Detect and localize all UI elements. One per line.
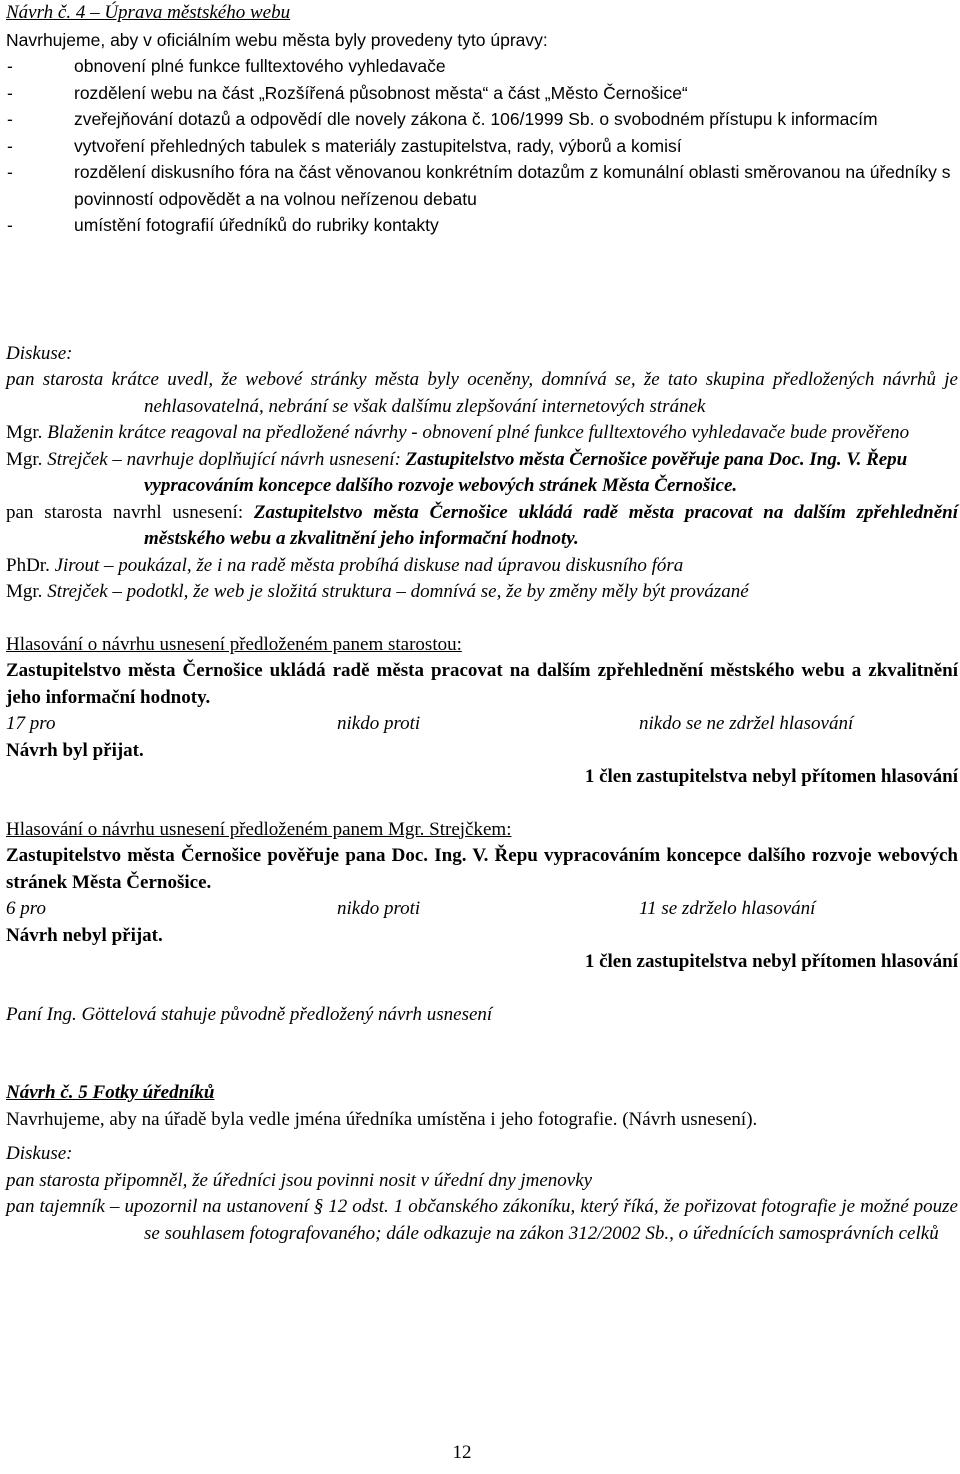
list-item: - zveřejňování dotazů a odpovědí dle novely zákona č. 106/1999 Sb. o svobodném přístupu k informacím [7, 109, 878, 129]
withdrawal-note: Paní Ing. Göttelová stahuje původně předložený návrh usnesení [6, 1003, 493, 1025]
vote-against: nikdo proti [337, 713, 421, 734]
discussion-entry: pan starosta připomněl, že úředníci jsou povinni nosit v úřední dny jmenovky [6, 1169, 593, 1191]
section-5-intro: Navrhujeme, aby na úřadě byla vedle jména úředníka umístěna i jeho fotografie. (Návrh usnesení). [6, 1108, 758, 1130]
vote-against: nikdo proti [337, 898, 421, 919]
list-item: - umístění fotografií úředníků do rubriky kontakty [7, 215, 439, 235]
discussion-entry: PhDr. Jirout – poukázal, že i na radě města probíhá diskuse nad úpravou diskusního fóra [6, 554, 684, 576]
section-4-intro: Navrhujeme, aby v oficiálním webu města byly provedeny tyto úpravy: [6, 29, 548, 50]
vote-1-tally [6, 711, 958, 738]
vote-for: 6 pro [6, 898, 46, 919]
vote-1-heading: Hlasování o návrhu usnesení předloženém panem starostou: [6, 633, 462, 655]
vote-2-tally [6, 896, 958, 923]
page-number: 12 [452, 1442, 472, 1463]
list-item: - rozdělení diskusního fóra na část věnovanou konkrétním dotazům z komunální oblasti směrovanou na úředníky s povinností odpovědět a na volnou neřízenou debatu [7, 162, 951, 209]
discussion-entry: pan starosta navrhl usnesení: Zastupitelstvo města Černošice ukládá radě města pracovat na dalším zpřehlednění městského webu a zkvalitnění jeho informační hodnoty. [6, 501, 958, 549]
list-item: - obnovení plné funkce fulltextového vyhledavače [7, 56, 446, 76]
discussion-entry: pan tajemník – upozornil na ustanovení § 12 odst. 1 občanského zákoníku, který říká, že pořizovat fotografie je možné pouze se souhlasem fotografovaného; dále odkazuje na zákon 312/2002 Sb., o úřednících samosprávních celků [6, 1196, 958, 1244]
document-page [6, 0, 958, 1247]
vote-abstain: nikdo se ne zdržel hlasování [639, 713, 854, 734]
vote-for: 17 pro [6, 713, 56, 734]
section-4-discussion-label: Diskuse: [6, 342, 73, 364]
vote-2-resolution: Zastupitelstvo města Černošice pověřuje pana Doc. Ing. V. Řepu vypracováním koncepce dalšího rozvoje webových stránek Města Černošice. [6, 845, 958, 893]
vote-1-result: Návrh byl přijat. [6, 739, 144, 761]
vote-2-absent: 1 člen zastupitelstva nebyl přítomen hlasování [584, 951, 958, 972]
discussion-entry: Mgr. Strejček – podotkl, že web je složitá struktura – domnívá se, že by změny měly být provázané [6, 581, 749, 602]
section-5-discussion-label: Diskuse: [6, 1143, 73, 1164]
section-4-intro-block [6, 27, 958, 239]
discussion-entry: pan starosta krátce uvedl, že webové stránky města byly oceněny, domnívá se, že tato skupina předložených návrhů je nehlasovatelná, nebrání se však dalšímu zlepšování internetových stránek [6, 369, 958, 417]
vote-2-heading: Hlasování o návrhu usnesení předloženém panem Mgr. Strejčkem: [6, 818, 512, 840]
vote-2-result: Návrh nebyl přijat. [6, 924, 163, 946]
section-5-title: Návrh č. 5 Fotky úředníků [6, 1082, 215, 1103]
vote-1-resolution: Zastupitelstvo města Černošice ukládá radě města pracovat na dalším zpřehlednění městského webu a zkvalitnění jeho informační hodnoty. [6, 660, 958, 708]
list-item: - rozdělení webu na část „Rozšířená působnost města“ a část „Město Černošice“ [7, 82, 688, 103]
section-4-title: Návrh č. 4 – Úprava městského webu [6, 2, 291, 23]
discussion-entry: Mgr. Strejček – navrhuje doplňující návrh usnesení: Zastupitelstvo města Černošice pověřuje pana Doc. Ing. V. Řepu vypracováním koncepce dalšího rozvoje webových stránek Města Černošice. [6, 448, 908, 496]
vote-abstain: 11 se zdrželo hlasování [639, 898, 816, 919]
list-item: - vytvoření přehledných tabulek s materiály zastupitelstva, rady, výborů a komisí [7, 135, 682, 156]
discussion-entry: Mgr. Blaženin krátce reagoval na předložené návrhy - obnovení plné funkce fulltextového vyhledavače bude prověřeno [6, 422, 910, 443]
vote-1-absent: 1 člen zastupitelstva nebyl přítomen hlasování [584, 766, 958, 787]
